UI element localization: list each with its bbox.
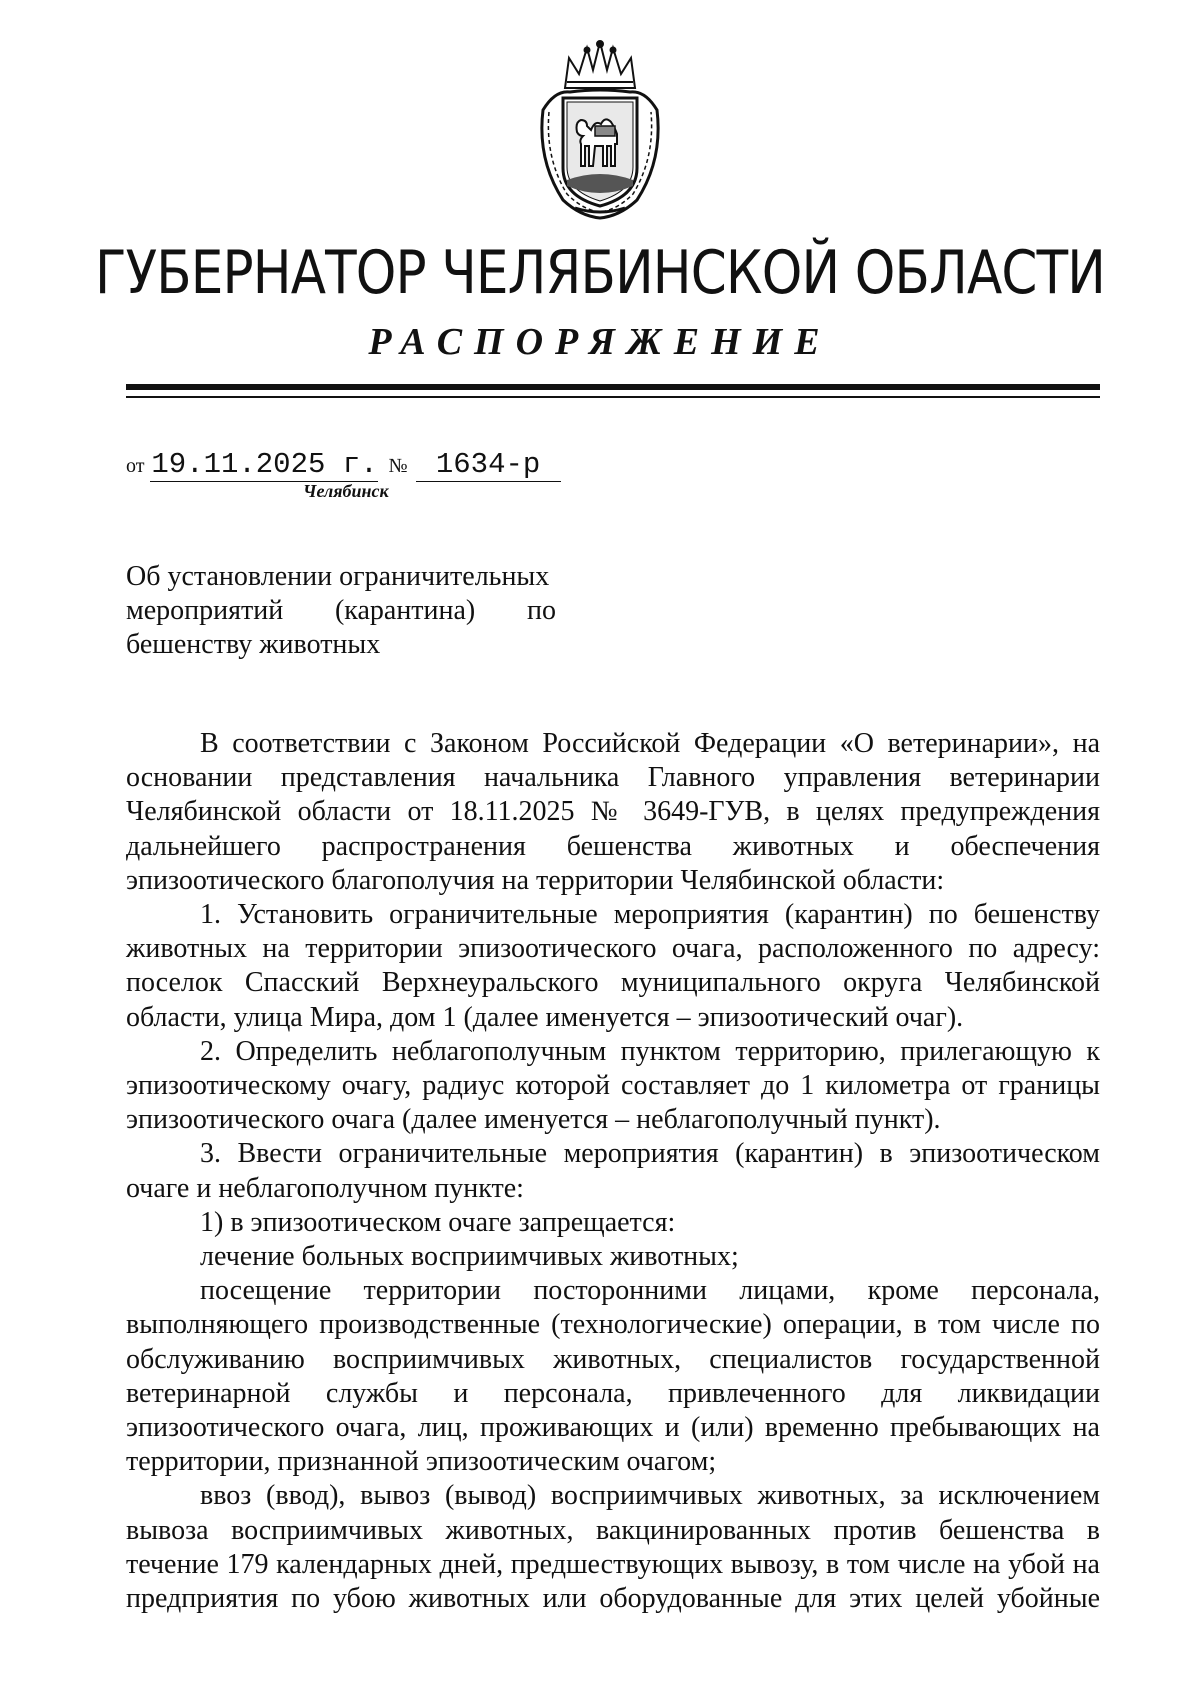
document-city: Челябинск [303,481,389,501]
subitem-1-paragraph: 1) в эпизоотическом очаге запрещается: [200,1206,676,1238]
number-sign: № [388,455,408,477]
subject-line-2: мероприятий (карантина) по [126,595,556,626]
header-rule-thick [126,384,1100,390]
item-2-paragraph: 2. Определить неблагополучным пунктом территорию, прилегающую к эпизоотическому очагу, радиус которой составляет до 1 километра от границы эпизоотического очага (далее именуется – неблагополучный пункт). [126,1035,1100,1136]
document-subject [126,560,556,662]
ban-3-paragraph: ввоз (ввод), вывоз (вывод) восприимчивых животных, за исключением вывоза восприимчивых животных, вакцинированных против бешенства в течение 179 календарных дней, предшествующих вывозу, в том числе на убой на предприятия по убою животных или оборудованные для этих целей убойные [126,1480,1100,1615]
item-3-paragraph: 3. Ввести ограничительные мероприятия (карантин) в эпизоотическом очаге и неблагополучном пункте: [126,1138,1100,1204]
ban-2-paragraph: посещение территории посторонними лицами, кроме персонала, выполняющего производственные (технологические) операции, в том числе по обслуживанию восприимчивых животных, специалистов государственной ветеринарной службы и персонала, привлеченного для ликвидации эпизоотического очага, лиц, проживающих и (или) временно пребывающих на территории, признанной эпизоотическим очагом; [126,1275,1100,1478]
subject-line-1: Об установлении ограничительных [126,561,550,592]
organization-title: ГУБЕРНАТОР ЧЕЛЯБИНСКОЙ ОБЛАСТИ [95,238,1105,308]
document-number: 1634-р [416,448,561,482]
subject-line-3: бешенству животных [126,629,381,660]
item-1-paragraph: 1. Установить ограничительные мероприятия (карантин) по бешенству животных на территории эпизоотического очага, расположенного по адресу: поселок Спасский Верхнеуральского муниципального округа Челябинской области, улица Мира, дом 1 (далее именуется – эпизоотический очаг). [126,899,1100,1033]
document-meta [126,446,561,482]
document-body [126,727,1100,1616]
document-type: РАСПОРЯЖЕНИЕ [368,321,832,363]
ban-1-paragraph: лечение больных восприимчивых животных; [200,1241,739,1273]
header-rule-thin [126,396,1100,398]
preamble-paragraph: В соответствии с Законом Российской Федерации «О ветеринарии», на основании представления начальника Главного управления ветеринарии Челябинской области от 18.11.2025 № 3649-ГУВ, в целях предупреждения дальнейшего распространения бешенства животных и обеспечения эпизоотического благополучия на территории Челябинской области: [126,728,1100,896]
document-date: 19.11.2025 г. [151,448,378,481]
date-prefix: от [126,455,145,477]
chelyabinsk-coat-of-arms-icon [535,40,665,220]
